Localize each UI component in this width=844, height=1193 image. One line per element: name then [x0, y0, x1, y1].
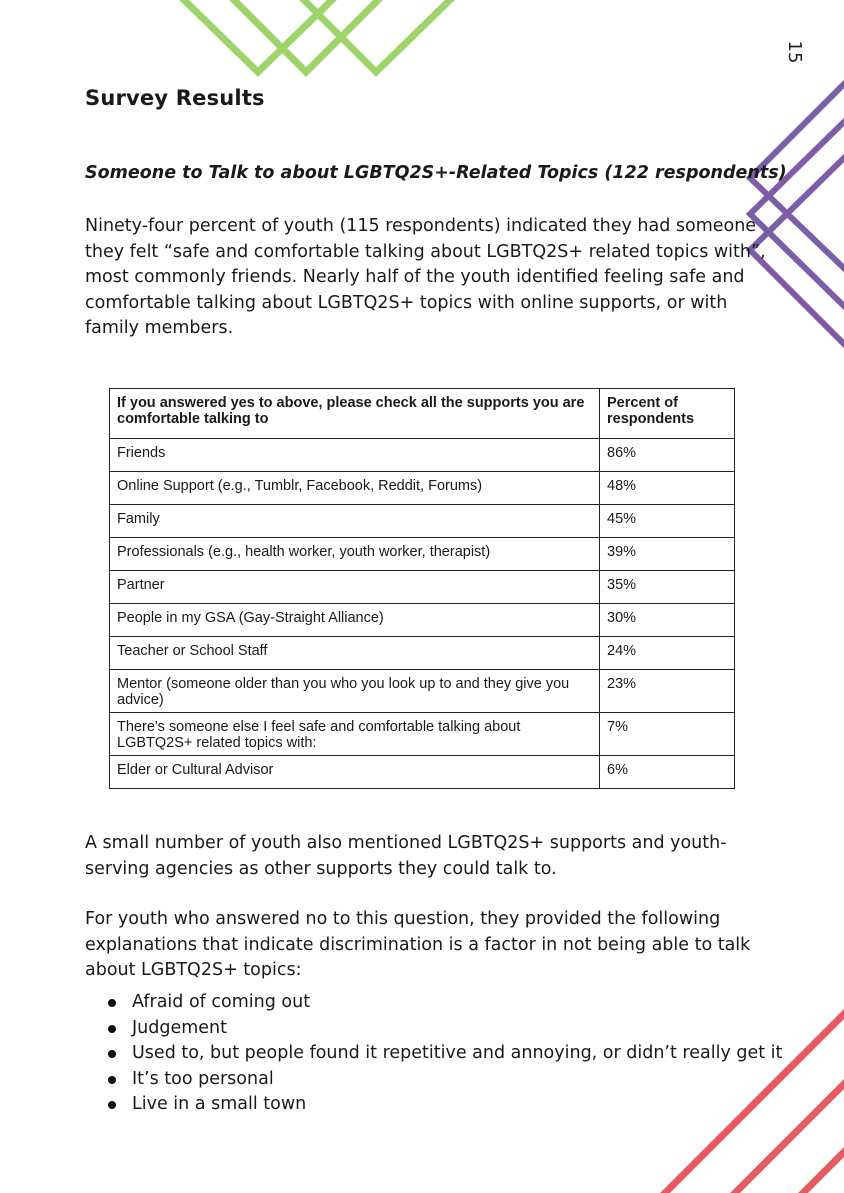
list-item: Afraid of coming out [85, 990, 785, 1016]
percent-cell: 45% [600, 505, 735, 538]
percent-cell: 39% [600, 538, 735, 571]
header-percent: Percent of respondents [600, 389, 735, 439]
no-answer-paragraph: For youth who answered no to this question, they provided the following explanations that indicate discrimination is a factor in not being able to talk about LGBTQ2S+ topics: [85, 909, 751, 980]
other-supports-paragraph: A small number of youth also mentioned LGBTQ2S+ supports and youth-serving agencies as other supports they could talk to. [85, 833, 727, 879]
table-row [110, 713, 735, 756]
support-cell: Friends [110, 439, 600, 472]
table-row [110, 439, 735, 472]
support-cell: Teacher or School Staff [110, 637, 600, 670]
table-row [110, 670, 735, 713]
table-row [110, 538, 735, 571]
percent-cell: 23% [600, 670, 735, 713]
table-header-row [110, 389, 735, 439]
percent-cell: 6% [600, 756, 735, 789]
percent-cell: 30% [600, 604, 735, 637]
list-item: Judgement [85, 1016, 785, 1042]
table-row [110, 756, 735, 789]
percent-cell: 48% [600, 472, 735, 505]
table-row [110, 571, 735, 604]
list-item: It’s too personal [85, 1067, 785, 1093]
page-title: Survey Results [85, 86, 265, 110]
percent-cell: 7% [600, 713, 735, 756]
header-support: If you answered yes to above, please check all the supports you are comfortable talking to [110, 389, 600, 439]
support-cell: Family [110, 505, 600, 538]
section-subheading: Someone to Talk to about LGBTQ2S+-Related Topics (122 respondents) [85, 163, 787, 183]
percent-cell: 24% [600, 637, 735, 670]
table-row [110, 472, 735, 505]
support-cell: There's someone else I feel safe and comfortable talking about LGBTQ2S+ related topics with: [110, 713, 600, 756]
list-item: Live in a small town [85, 1092, 785, 1118]
table-row [110, 637, 735, 670]
reasons-list [85, 990, 785, 1118]
page-number: 15 [784, 40, 805, 64]
table-row [110, 505, 735, 538]
support-cell: Partner [110, 571, 600, 604]
support-cell: Professionals (e.g., health worker, youth worker, therapist) [110, 538, 600, 571]
support-cell: Mentor (someone older than you who you look up to and they give you advice) [110, 670, 600, 713]
table-row [110, 604, 735, 637]
green-zigzag-decoration [180, 0, 454, 72]
support-cell: Elder or Cultural Advisor [110, 756, 600, 789]
support-cell: People in my GSA (Gay-Straight Alliance) [110, 604, 600, 637]
support-cell: Online Support (e.g., Tumblr, Facebook, Reddit, Forums) [110, 472, 600, 505]
supports-table [109, 388, 735, 789]
intro-paragraph: Ninety-four percent of youth (115 respondents) indicated they had someone they felt “safe and comfortable talking about LGBTQ2S+ related topics with”, most commonly friends. Nearly half of the youth identified feeling safe and comfortable talking about LGBTQ2S+ topics with online supports, or with family members. [85, 216, 766, 338]
percent-cell: 35% [600, 571, 735, 604]
list-item: Used to, but people found it repetitive and annoying, or didn’t really get it [85, 1041, 785, 1067]
percent-cell: 86% [600, 439, 735, 472]
